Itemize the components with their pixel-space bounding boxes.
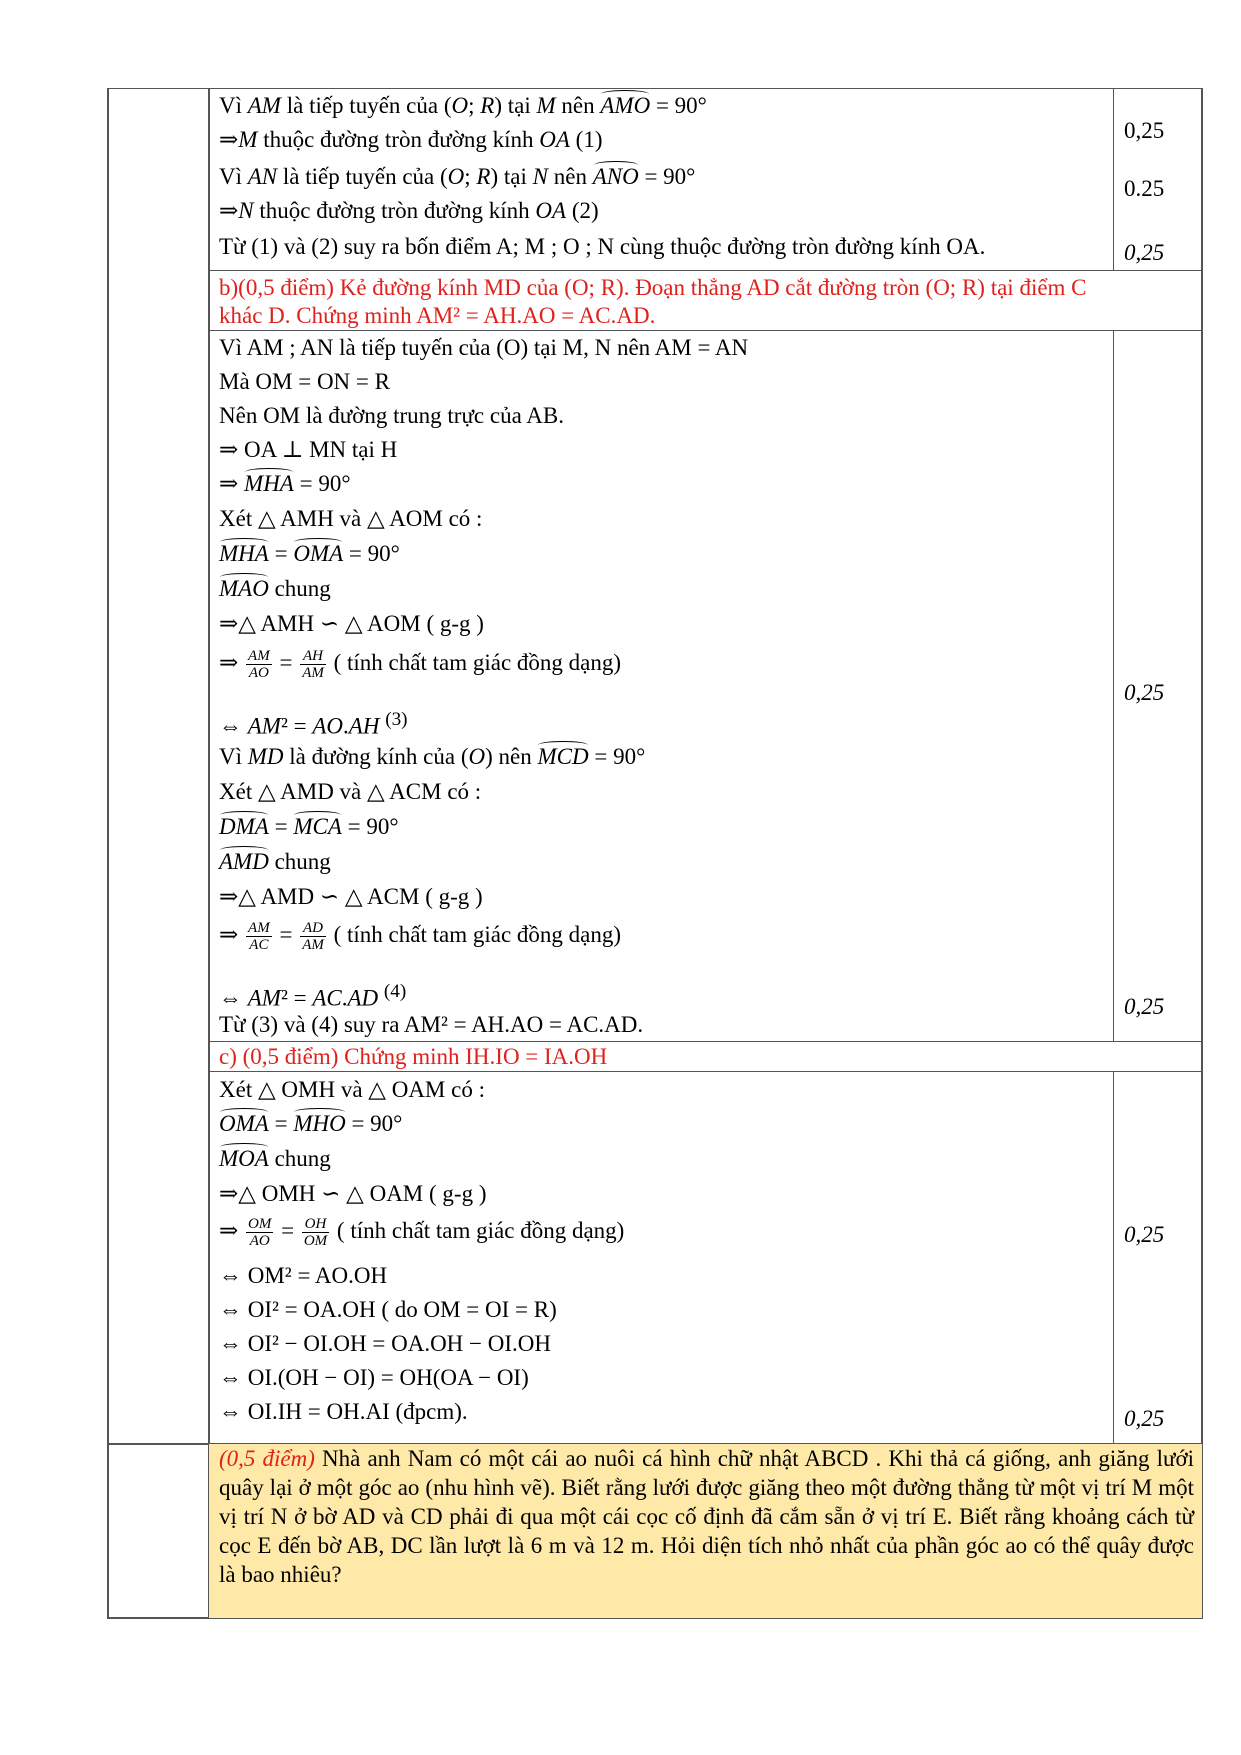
part-b-line: MHA = OMA = 90° [219, 541, 400, 566]
part-c-line: ⇒△ OMH ∽ △ OAM ( g-g ) [219, 1181, 487, 1206]
part-b-line: DMA = MCA = 90° [219, 814, 399, 839]
score: 0,25 [1124, 118, 1165, 143]
part-c-header: c) (0,5 điểm) Chứng minh IH.IO = IA.OH [219, 1044, 608, 1069]
part-b-line: Nên OM là đường trung trực của AB. [219, 403, 564, 428]
part-a-line-3: Vì AN là tiếp tuyến của (O; R) tại N nên ANO = 90° [219, 164, 696, 189]
part-c-line: ⇔ OI.IH = OH.AI (đpcm). [219, 1399, 468, 1424]
part-b-line: Vì MD là đường kính của (O) nên MCD = 90° [219, 744, 646, 769]
part-b-line: ⇒ $\frac{AM}{AO}$ = $\frac{AH}{AM}$ ( tính chất tam giác đồng dạng) [219, 648, 622, 681]
problem-body: Nhà anh Nam có một cái ao nuôi cá hình chữ nhật ABCD . Khi thả cá giống, anh giăng lưới quây lại ở một góc ao (nhu hình vẽ). Biết rằng lưới được giăng theo một đường thẳng từ một vị trí M một vị trí N ở bờ AD và CD phải đi qua một cái cọc cố định đã cắm sẵn ở vị trí E. Biết rằng khoảng cách từ cọc E đến bờ AB, DC lần lượt là 6 m và 12 m. Hỏi diện tích nhỏ nhất của phần góc ao có thể quây được là bao nhiêu? [219, 1446, 1194, 1587]
part-b-line: ⇒ $\frac{AM}{AC}$ = $\frac{AD}{AM}$ ( tính chất tam giác đồng dạng) [219, 920, 622, 953]
part-b-line: ⇒△ AMH ∽ △ AOM ( g-g ) [219, 611, 484, 636]
part-b-line: Xét △ AMD và △ ACM có : [219, 779, 482, 804]
part-c-line: ⇔ OI² = OA.OH ( do OM = OI = R) [219, 1297, 557, 1322]
part-a-line-1: Vì AM là tiếp tuyến của (O; R) tại M nên AMO = 90° [219, 93, 707, 118]
part-c-line: ⇒ $\frac{OM}{AO}$ = $\frac{OH}{OM}$ ( tính chất tam giác đồng dạng) [219, 1216, 625, 1249]
part-b-line: ⇒△ AMD ∽ △ ACM ( g-g ) [219, 884, 483, 909]
part-c-line: ⇔ OI² − OI.OH = OA.OH − OI.OH [219, 1331, 551, 1356]
score: 0,25 [1124, 240, 1165, 265]
part-c-line: MOA chung [219, 1146, 331, 1171]
part-b-line: ⇔ AM² = AO.AH $^{(3)}$ [219, 709, 408, 739]
score: 0,25 [1124, 994, 1165, 1019]
part-b-line: ⇔ AM² = AC.AD $^{(4)}$ [219, 981, 407, 1011]
part-c-line: ⇔ OI.(OH − OI) = OH(OA − OI) [219, 1365, 529, 1390]
part-a-line-2: ⇒M thuộc đường tròn đường kính OA (1) [219, 127, 603, 152]
part-c-line: OMA = MHO = 90° [219, 1111, 403, 1136]
part-b-line: MAO chung [219, 576, 331, 601]
problem-text [219, 1444, 1194, 1589]
part-b-line: Xét △ AMH và △ AOM có : [219, 506, 483, 531]
part-b-line: AMD chung [219, 849, 331, 874]
part-b-line: ⇒ OA ⊥ MN tại H [219, 437, 398, 462]
part-b-line: Vì AM ; AN là tiếp tuyến của (O) tại M, N nên AM = AN [219, 335, 749, 360]
score: 0,25 [1124, 1222, 1165, 1247]
part-b-header-line-2: khác D. Chứng minh AM² = AH.AO = AC.AD. [219, 303, 656, 328]
part-a-line-5: Từ (1) và (2) suy ra bốn điểm A; M ; O ; N cùng thuộc đường tròn đường kính OA. [219, 234, 986, 259]
score: 0.25 [1124, 176, 1165, 201]
problem-label: (0,5 điểm) [219, 1446, 315, 1471]
part-c-line: ⇔ OM² = AO.OH [219, 1263, 388, 1288]
score: 0,25 [1124, 680, 1165, 705]
part-c-line: Xét △ OMH và △ OAM có : [219, 1077, 485, 1102]
part-b-line: Từ (3) và (4) suy ra AM² = AH.AO = AC.AD. [219, 1012, 644, 1037]
part-b-line: Mà OM = ON = R [219, 369, 390, 394]
part-b-line: ⇒ MHA = 90° [219, 471, 351, 496]
part-a-line-4: ⇒N thuộc đường tròn đường kính OA (2) [219, 198, 599, 223]
part-b-header-line-1: b)(0,5 điểm) Kẻ đường kính MD của (O; R). Đoạn thẳng AD cắt đường tròn (O; R) tại điểm C [219, 275, 1087, 300]
score: 0,25 [1124, 1406, 1165, 1431]
